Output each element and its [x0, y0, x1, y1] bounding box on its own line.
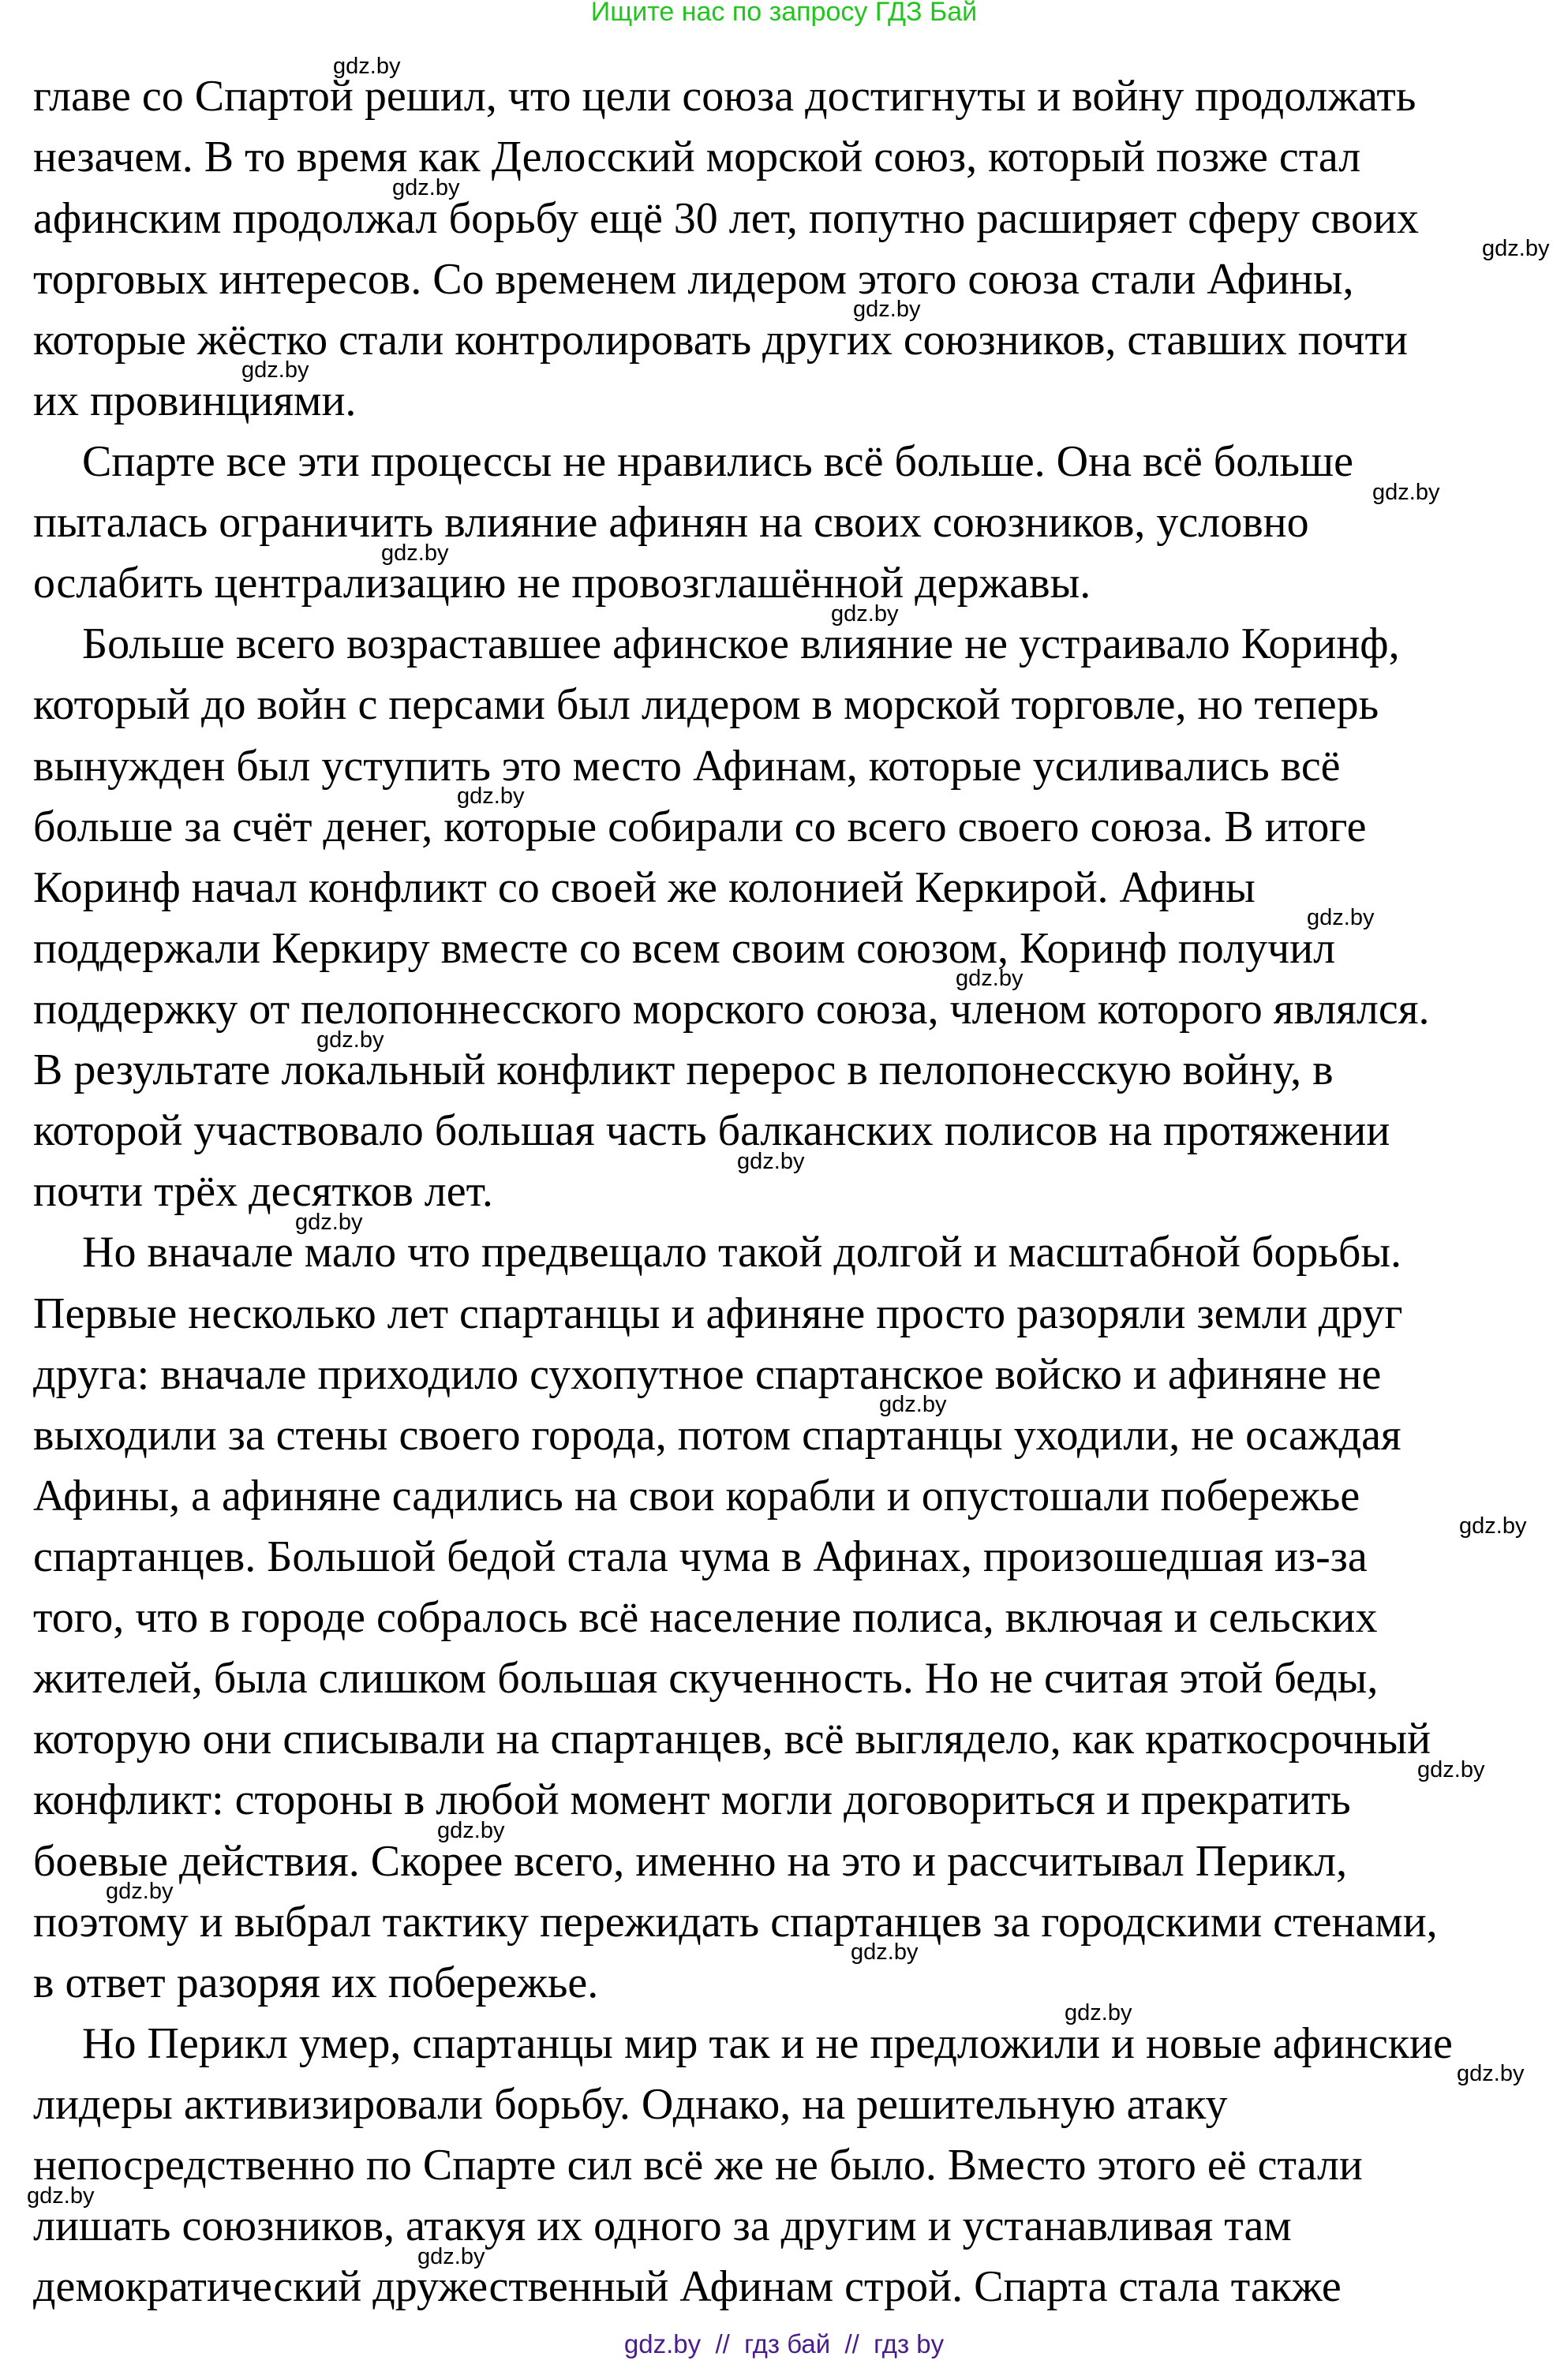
text-line: больше за счёт денег, которые собирали со всего своего союза. В итоге — [33, 802, 1367, 851]
text-line: главе со Спартой решил, что цели союза достигнуты и войну продолжать — [33, 72, 1416, 121]
watermark: gdz.by — [853, 297, 921, 322]
search-hint-banner: Ищите нас по запросу ГДЗ Бай — [590, 0, 978, 27]
watermark: gdz.by — [106, 1879, 174, 1904]
text-line: их провинциями. — [33, 376, 357, 425]
text-line: Коринф начал конфликт со своей же колонией Керкирой. Афины — [33, 863, 1256, 912]
text-line: непосредственно по Спарте сил всё же не было. Вместо этого её стали — [33, 2141, 1363, 2190]
watermark: gdz.by — [381, 541, 449, 566]
site-footer[interactable]: gdz.by // гдз бай // гдз by — [623, 2329, 945, 2358]
text-line: в ответ разоряя их побережье. — [33, 1958, 599, 2007]
watermark: gdz.by — [956, 966, 1024, 991]
text-line: поддержку от пелопоннесского морского союза, членом которого являлся. — [33, 985, 1430, 1034]
watermark: gdz.by — [1307, 905, 1375, 930]
text-line: боевые действия. Скорее всего, именно на это и рассчитывал Перикл, — [33, 1837, 1348, 1886]
text-line: лишать союзников, атакуя их одного за другим и устанавливая там — [33, 2201, 1292, 2250]
text-line: демократический дружественный Афинам строй. Спарта стала также — [33, 2262, 1342, 2311]
text-line: которые жёстко стали контролировать других союзников, ставших почти — [33, 316, 1408, 365]
text-line: Но Перикл умер, спартанцы мир так и не предложили и новые афинские — [82, 2019, 1453, 2068]
text-line: пыталась ограничить влияние афинян на своих союзников, условно — [33, 498, 1309, 547]
text-line: Больше всего возраставшее афинское влияние не устраивало Коринф, — [82, 619, 1400, 668]
watermark: gdz.by — [27, 2183, 95, 2209]
text-line: жителей, была слишком большая скученность. Но не считая этой беды, — [33, 1654, 1379, 1703]
text-line: ослабить централизацию не провозглашённой державы. — [33, 559, 1091, 608]
text-line: поддержали Керкиру вместе со всем своим союзом, Коринф получил — [33, 924, 1336, 973]
watermark: gdz.by — [1065, 2000, 1132, 2025]
text-line: конфликт: стороны в любой момент могли договориться и прекратить — [33, 1775, 1351, 1824]
text-line: торговых интересов. Со временем лидером этого союза стали Афины, — [33, 255, 1354, 304]
text-line: который до войн с персами был лидером в морской торговле, но теперь — [33, 680, 1379, 729]
watermark: gdz.by — [392, 175, 460, 200]
text-line: Первые несколько лет спартанцы и афиняне просто разоряли земли друг — [33, 1289, 1403, 1338]
watermark: gdz.by — [295, 1210, 363, 1235]
text-line: незачем. В то время как Делосский морской союз, который позже стал — [33, 133, 1361, 181]
text-line: друга: вначале приходило сухопутное спартанское войско и афиняне не — [33, 1350, 1382, 1399]
text-line: выходили за стены своего города, потом спартанцы уходили, не осаждая — [33, 1411, 1401, 1460]
text-line: того, что в городе собралось всё население полиса, включая и сельских — [33, 1593, 1378, 1642]
text-line: вынужден был уступить это место Афинам, которые усиливались всё — [33, 742, 1341, 791]
watermark: gdz.by — [417, 2244, 485, 2269]
watermark: gdz.by — [851, 1939, 919, 1965]
text-line: Но вначале мало что предвещало такой долгой и масштабной борьбы. — [82, 1228, 1402, 1277]
text-line: афинским продолжал борьбу ещё 30 лет, попутно расширяет сферу своих — [33, 194, 1419, 243]
watermark: gdz.by — [457, 784, 525, 809]
text-line: лидеры активизировали борьбу. Однако, на решительную атаку — [33, 2080, 1228, 2129]
watermark: gdz.by — [737, 1149, 805, 1174]
watermark: gdz.by — [831, 601, 899, 627]
watermark: gdz.by — [879, 1392, 947, 1417]
text-line: поэтому и выбрал тактику пережидать спартанцев за городскими стенами, — [33, 1898, 1438, 1947]
text-line: которой участвовало большая часть балканских полисов на протяжении — [33, 1106, 1390, 1155]
text-line: которую они списывали на спартанцев, всё выглядело, как краткосрочный — [33, 1715, 1431, 1764]
watermark: gdz.by — [1372, 480, 1440, 505]
text-line: Спарте все эти процессы не нравились всё больше. Она всё больше — [82, 437, 1353, 486]
text-line: Афины, а афиняне садились на свои корабли и опустошали побережье — [33, 1472, 1360, 1521]
watermark: gdz.by — [1482, 236, 1550, 261]
watermark: gdz.by — [241, 357, 309, 383]
watermark: gdz.by — [333, 54, 401, 79]
text-line: В результате локальный конфликт перерос в пелопонесскую войну, в — [33, 1045, 1334, 1094]
text-line: почти трёх десятков лет. — [33, 1167, 493, 1216]
watermark: gdz.by — [1417, 1757, 1485, 1782]
watermark: gdz.by — [1457, 2061, 1525, 2086]
watermark: gdz.by — [316, 1027, 384, 1053]
watermark: gdz.by — [1459, 1513, 1527, 1539]
watermark: gdz.by — [437, 1818, 505, 1843]
text-line: спартанцев. Большой бедой стала чума в Афинах, произошедшая из-за — [33, 1532, 1368, 1581]
